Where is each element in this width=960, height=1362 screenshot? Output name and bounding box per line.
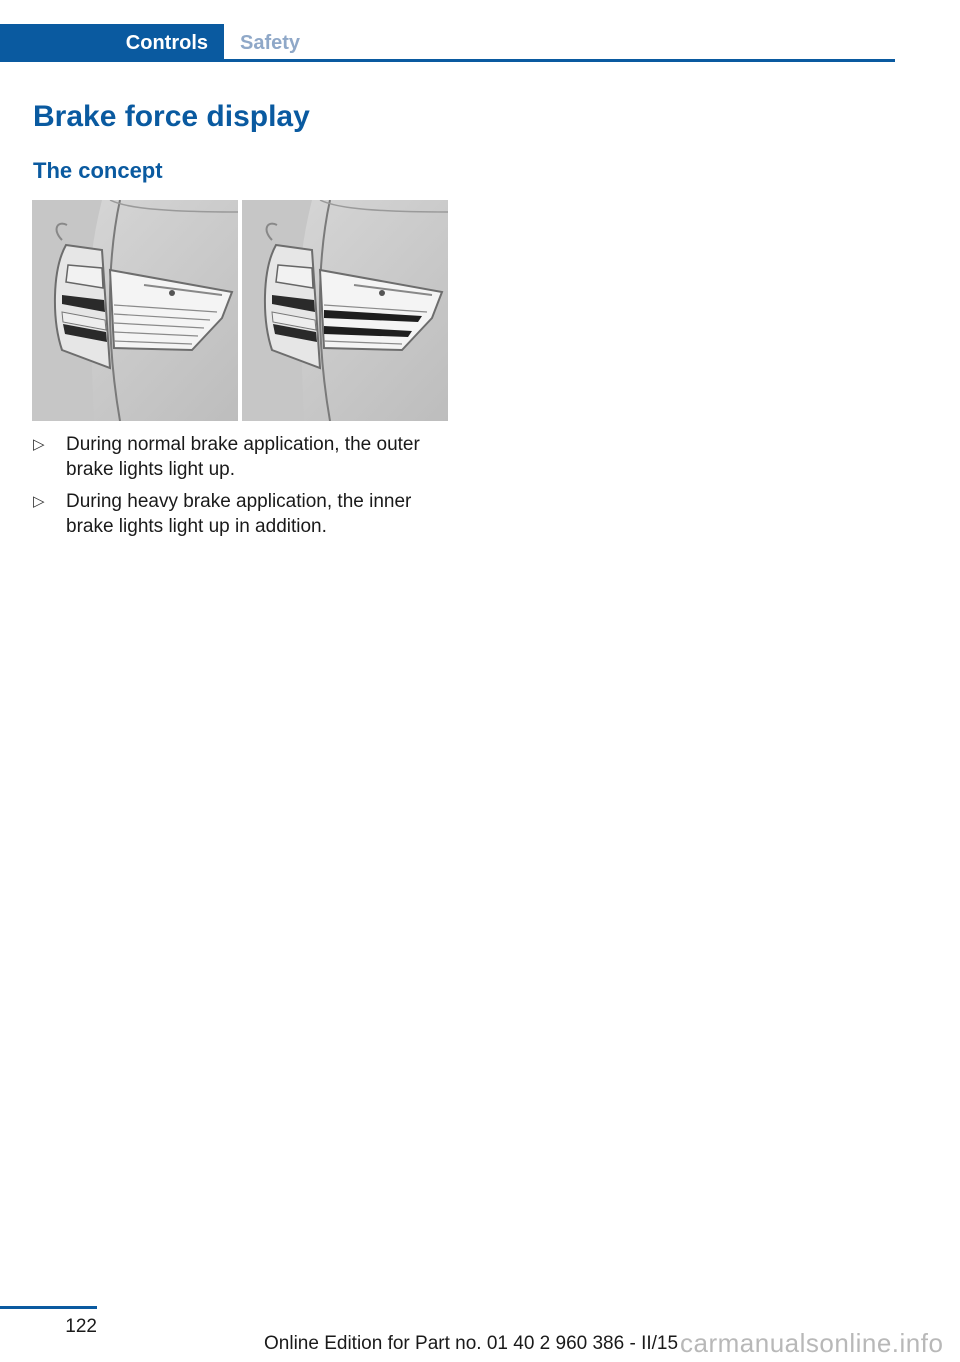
triangle-bullet-icon: ▷ [33,436,45,453]
header-bar [0,24,895,62]
triangle-bullet-icon: ▷ [33,493,45,510]
header-divider [224,59,895,62]
watermark: carmanualsonline.info [680,1328,944,1358]
bullet-text: During heavy brake application, the inner brake lights light up in addition. [66,491,412,537]
page-number: 122 [65,1316,97,1337]
section-title: The concept [33,158,163,183]
bullet-list [33,432,443,546]
tab-safety[interactable]: Safety [240,32,301,54]
brake-lights-figure [32,200,448,421]
tail-light-normal-illustration [32,200,238,421]
tail-light-heavy-illustration [242,200,448,421]
list-item [33,489,443,539]
edition-text: Online Edition for Part no. 01 40 2 960 386 - II/15 [264,1333,679,1354]
bullet-text: During normal brake application, the outer brake lights light up. [66,434,420,480]
footer-divider [0,1306,97,1309]
page-title: Brake force display [33,100,310,133]
list-item [33,432,443,482]
tab-controls[interactable]: Controls [0,24,224,62]
